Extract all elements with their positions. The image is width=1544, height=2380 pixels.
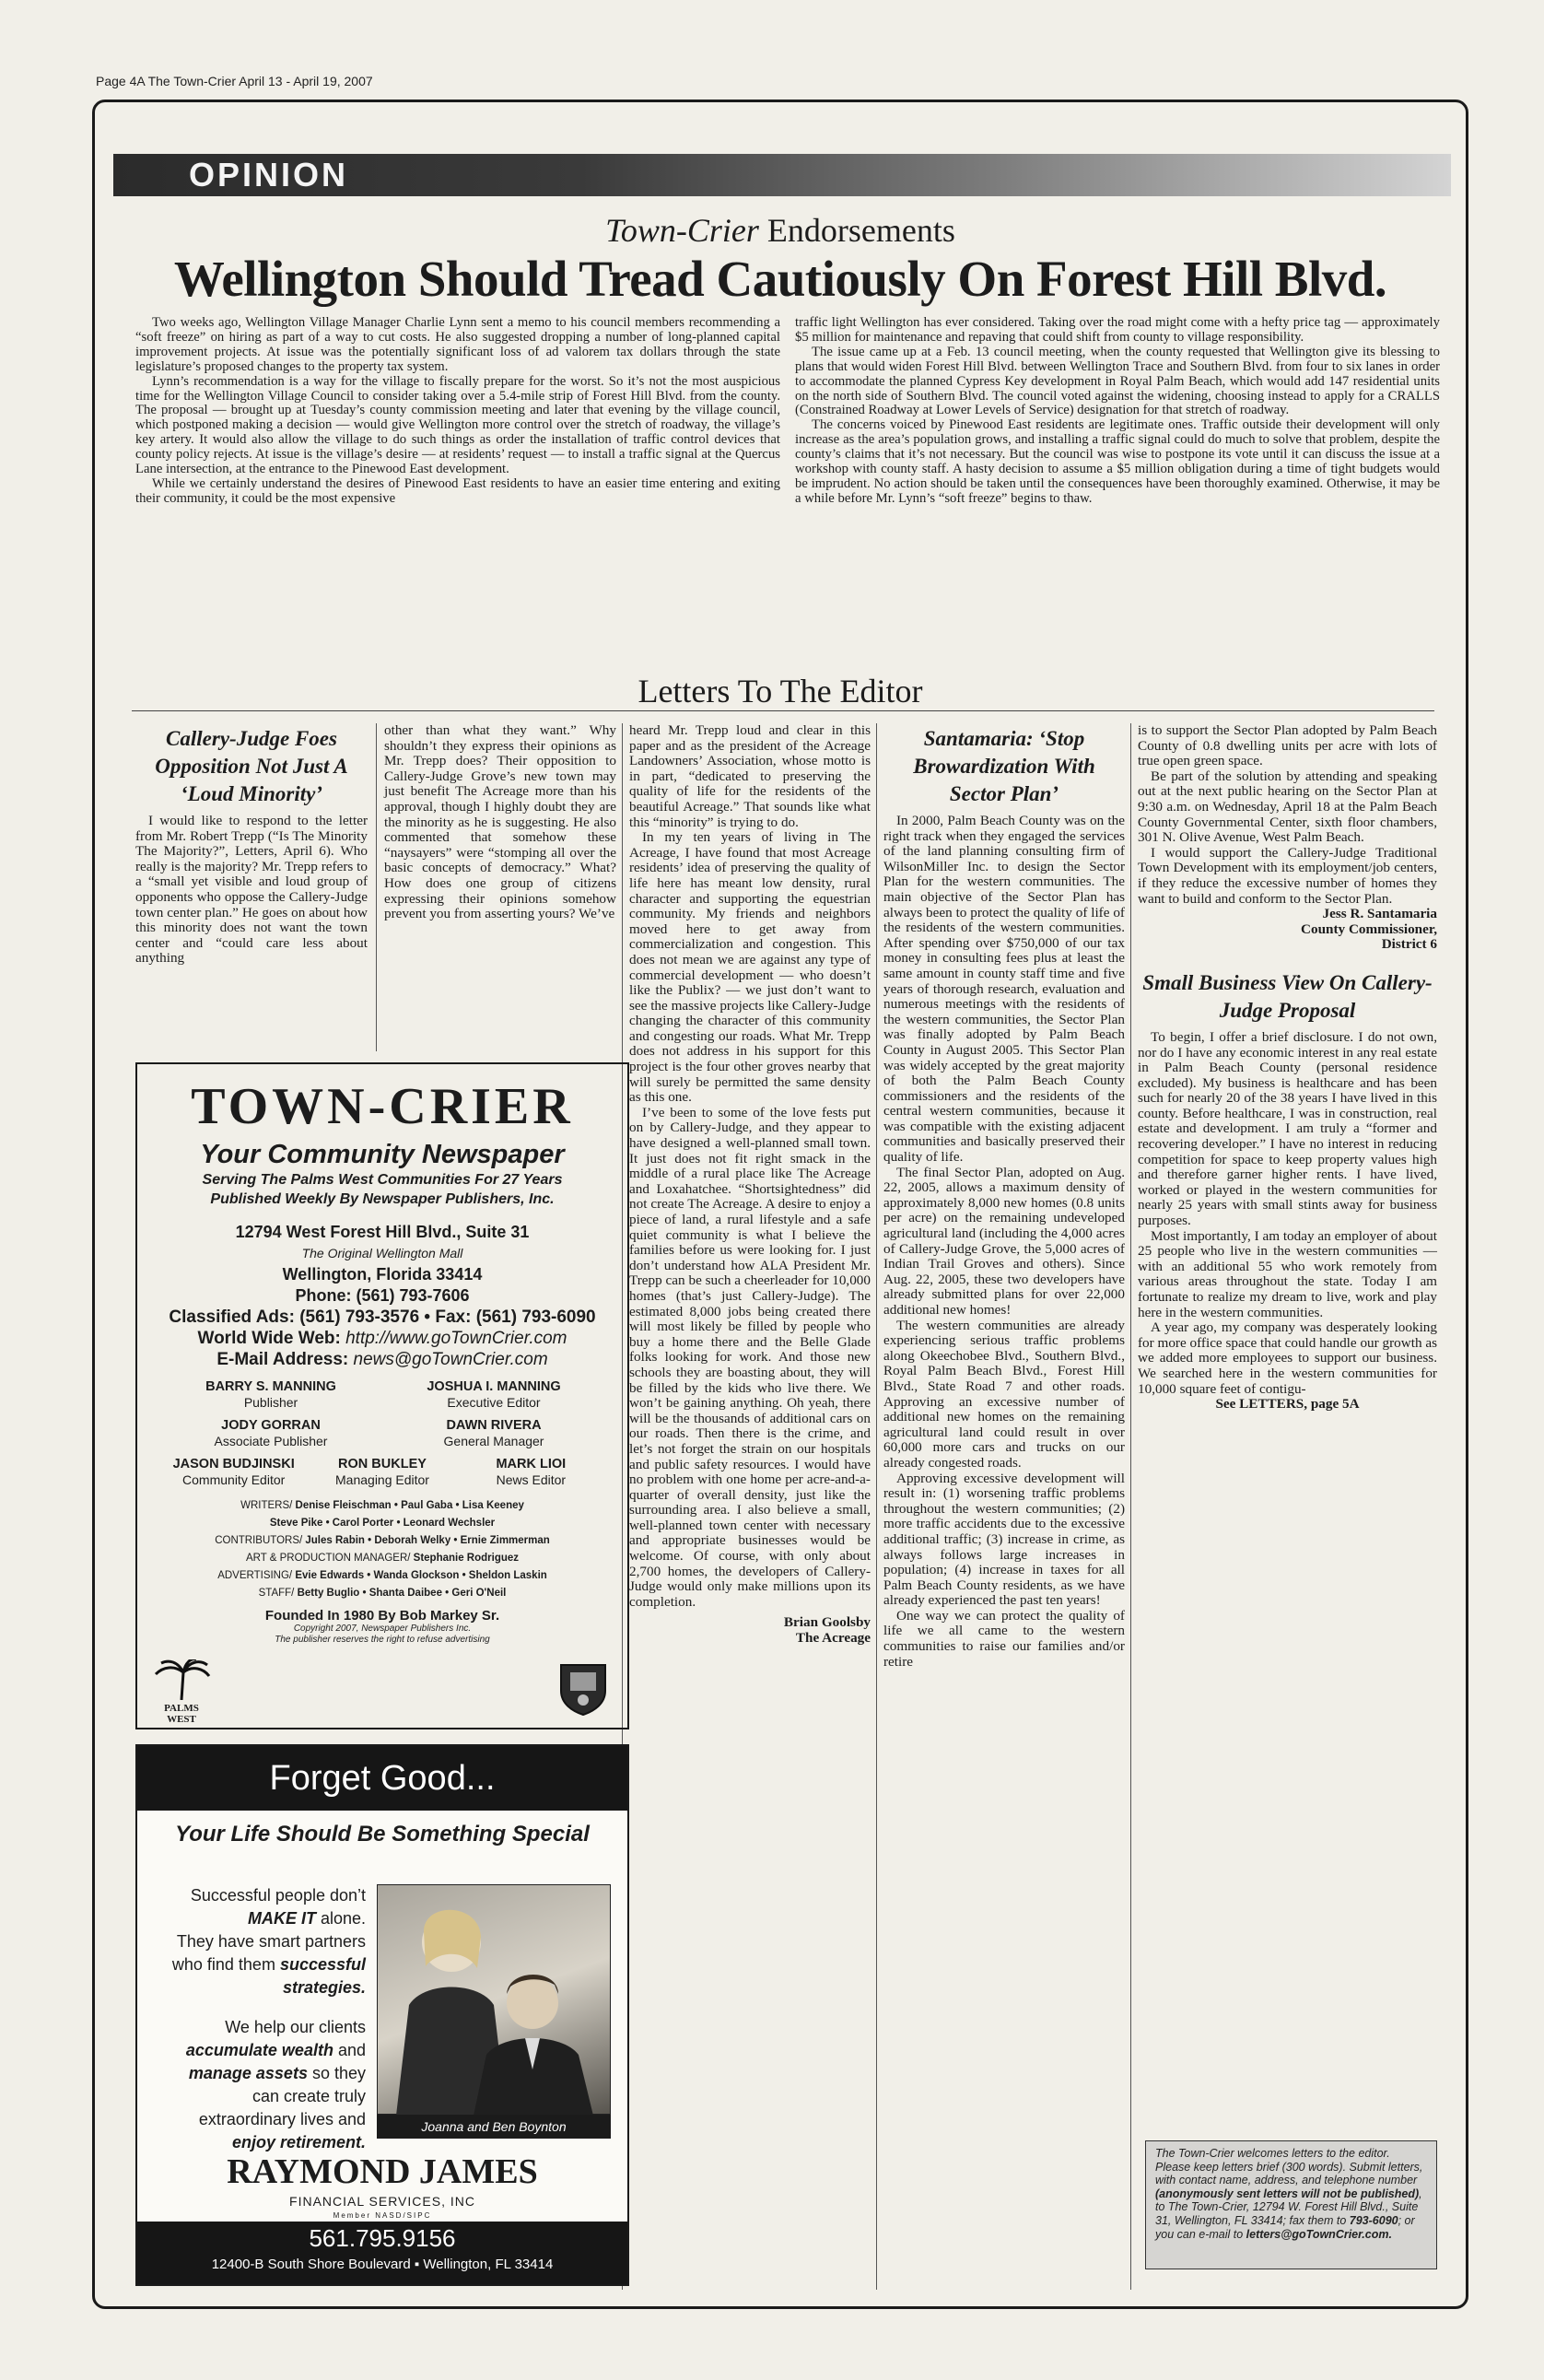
ad-copy-line — [163, 1884, 366, 1930]
copyright-line: Copyright 2007, Newspaper Publishers Inc. — [293, 1624, 472, 1634]
letter-headline: Santamaria: ‘Stop Browardization With Sector Plan’ — [913, 727, 1095, 805]
staff-entry — [457, 1457, 605, 1488]
letter-paragraph: Approving excessive development will result in: (1) worsening traffic problems throughout the western communities; (2) more traffic accidents due to the excessive additional traffic; (3) increase in crime, as always follows large increases in population; (4) increase in taxes for all Palm Beach County residents, as we have already experienced the past ten years! — [883, 1470, 1125, 1609]
policy-email: letters@goTownCrier.com. — [1246, 2227, 1392, 2241]
ad-phone: 561.795.9156 — [309, 2224, 456, 2252]
letter-paragraph: other than what they want.” Why shouldn’t they express their opinions as Mr. Trepp does? Their opposition to Callery-Judge Grove’s new town may just benefit The Acreage more than his approval, though I highly doubt they are the minority as he is suggesting. He also commented that somehow these “naysayers” were “stomping all over the basic concepts of democracy.” What? How does one group of citizens expressing their opinions somehow prevent you from asserting yours? We’ve — [384, 722, 616, 922]
editorial-paragraph: While we certainly understand the desires of Pinewood East residents to have an easier time entering and exiting their community, it could be the most expensive — [135, 475, 780, 506]
ad-copy-emphasis: enjoy retirement. — [231, 2133, 366, 2151]
editorial-paragraph: traffic light Wellington has ever considered. Taking over the road might come with a hefty price tag — approximately $5 million for maintenance and repaving that could shift from county to village responsibility. — [795, 315, 1440, 345]
editorial-kicker-paper: Town-Crier — [605, 212, 759, 249]
ad-copy-line — [163, 1930, 366, 1999]
masthead-publisher-line: Published Weekly By Newspaper Publishers, Inc. — [210, 1191, 555, 1207]
credit-line — [137, 1497, 627, 1515]
ad-photo — [377, 1884, 611, 2115]
staff-entry — [159, 1457, 308, 1488]
ad-address: 12400-B South Shore Boulevard ▪ Wellington, FL 33414 — [211, 2257, 554, 2272]
credit-line — [137, 1567, 627, 1585]
credit-names: Steve Pike • Carol Porter • Leonard Wechsler — [269, 1518, 496, 1529]
ad-copy-line — [163, 2016, 366, 2154]
email-label: E-Mail Address: — [216, 1350, 354, 1369]
masthead-email-line — [137, 1349, 627, 1370]
credit-line — [137, 1532, 627, 1550]
letter-column — [1138, 723, 1437, 1413]
letter-headline: Small Business View On Callery-Judge Proposal — [1142, 970, 1433, 1022]
web-label: World Wide Web: — [197, 1329, 346, 1348]
ad-copy-text: We help our clients — [225, 2018, 366, 2036]
letter-column — [629, 723, 871, 1647]
credit-label: STAFF/ — [258, 1588, 298, 1599]
editorial-kicker — [95, 211, 1466, 250]
letter-paragraph: One way we can protect the quality of life we all came to the western communities to raise our families and/or retire — [883, 1607, 1125, 1670]
letter-column — [135, 723, 368, 967]
letter-paragraph: I’ve been to some of the love fests put on by Callery-Judge, and they appear to have designed a well-planned small town. It just does not fit right smack in the middle of a rural place like The Acreage and Loxahatchee. “Shortsightedness” did not create The Acreage. A desire to enjoy a piece of land, a rural lifestyle and a safe quiet community is what I believe the families before us were looking for. I just don’t understand how ALA President Mr. Trepp can be such a cheerleader for 10,000 homes (that’s just Callery-Judge). The estimated 8,000 jobs being created there will most likely be filled by people who buy a home there and the Belle Glade folks looking for work. And those new schools they are boasting about, they will be filled by the kids who live there. We won’t be gaining anything. Oh yeah, there will be the thousands of additional cars on our roads. Then there is the crime, and let’s not forget the strain on our hospitals and public safety resources. I would have no problem with one home per acre-and-a-quarter of overall density, just like the surrounding area. I also believe a small, well-planned town center with necessary and appropriate businesses would be welcome. Of course, with only about 2,700 homes, the developers of Callery-Judge would only make millions upon its completion. — [629, 1104, 871, 1610]
letter-paragraph: The final Sector Plan, adopted on Aug. 22, 2005, allows a maximum density of approximately 8,000 new homes (0.8 units per acre) on the remaining undeveloped agricultural land (including the 4,000 acres of Callery-Judge Grove, the 5,000 acres of Indian Trail Groves and others). Since Aug. 22, 2005, these two developers have already submitted plans for over 22,000 additional new homes! — [883, 1164, 1125, 1318]
staff-name: JODY GORRAN — [221, 1418, 321, 1433]
ad-copy-text: They have smart partners who find them — [171, 1932, 366, 1974]
credit-line — [137, 1515, 627, 1532]
letters-header: Letters To The Editor — [637, 673, 923, 709]
staff-role: News Editor — [496, 1472, 567, 1487]
staff-role: Executive Editor — [447, 1395, 541, 1410]
seal-icon — [557, 1659, 609, 1717]
credit-names: Stephanie Rodriguez — [413, 1553, 520, 1564]
credit-names: Betty Buglio • Shanta Daibee • Geri O'Neil — [297, 1588, 507, 1599]
policy-text: ; or you can e-mail to — [1155, 2213, 1415, 2241]
letter-paragraph: To begin, I offer a brief disclosure. I do not own, nor do I have any economic interest in any real estate in Palm Beach County (personal residence excluded). My business is healthcare and has been such for nearly 20 of the 38 years I have lived in this county. Before healthcare, I was in construction, real estate and development. I am truly a “former and recovering developer.” I have no interest in reducing competition for space to keep property values high and therefore garner higher rents. I have lived, worked or played in the western communities for nearly 25 years with small stints away for business purposes. — [1138, 1028, 1437, 1229]
letter-paragraph: I would like to respond to the letter from Mr. Robert Trepp (“Is The Minority The Majority?”, Letters, April 6). Who really is the majority? Mr. Trepp refers to a “small yet visible and loud group of opponents who oppose the Callery-Judge town center plan.” He goes on about how this minority does not want the town center and “could care less about anything — [135, 813, 368, 967]
masthead-mall: The Original Wellington Mall — [301, 1246, 463, 1260]
staff-entry — [382, 1418, 605, 1449]
ad-brand-subtitle: FINANCIAL SERVICES, INC — [289, 2194, 475, 2209]
credit-names: Evie Edwards • Wanda Glockson • Sheldon Laskin — [295, 1570, 547, 1581]
staff-entry — [159, 1418, 382, 1449]
staff-name: DAWN RIVERA — [446, 1418, 542, 1433]
ad-copy-emphasis: successful strategies. — [279, 1955, 366, 1997]
letters-policy-box — [1145, 2140, 1437, 2269]
masthead-phone: Phone: (561) 793-7606 — [295, 1286, 470, 1305]
staff-role: Managing Editor — [335, 1472, 429, 1487]
ad-subhead: Your Life Should Be Something Special — [175, 1822, 590, 1847]
masthead-serving: Serving The Palms West Communities For 27 Years — [202, 1172, 563, 1188]
rights-line: The publisher reserves the right to refuse advertising — [275, 1635, 490, 1645]
credit-label: ART & PRODUCTION MANAGER/ — [245, 1553, 414, 1564]
masthead-box — [135, 1062, 629, 1729]
credit-line — [137, 1585, 627, 1602]
staff-entry — [382, 1379, 605, 1411]
credit-label: ADVERTISING/ — [217, 1570, 296, 1581]
ad-header: Forget Good... — [137, 1746, 627, 1811]
letter-paragraph: Be part of the solution by attending and speaking out at the next public hearing on the Sector Plan at 9:30 a.m. on Wednesday, April 18 at the Palm Beach County Governmental Center, sixth floor chambers, 301 N. Olive Avenue, West Palm Beach. — [1138, 768, 1437, 846]
masthead-copyright — [137, 1624, 627, 1646]
letter-paragraph: A year ago, my company was desperately looking for more office space that could handle our growth as we added more employees to support our business. We searched here in the western communities for 10,000 square feet of contigu- — [1138, 1319, 1437, 1397]
credit-line — [137, 1550, 627, 1567]
policy-fax: 793-6090 — [1349, 2213, 1398, 2227]
editorial-column-left — [135, 316, 780, 507]
masthead-classified: Classified Ads: (561) 793-3576 • Fax: (561) 793-6090 — [169, 1307, 596, 1327]
ad-copy-text: Successful people don’t — [190, 1886, 366, 1905]
email-link[interactable]: news@goTownCrier.com — [353, 1350, 548, 1369]
letter-column — [883, 723, 1125, 1670]
masthead-slogan: Your Community Newspaper — [200, 1140, 565, 1169]
staff-name: RON BUKLEY — [338, 1457, 427, 1471]
staff-role: General Manager — [443, 1434, 544, 1448]
masthead-founded: Founded In 1980 By Bob Markey Sr. — [264, 1608, 500, 1624]
credit-label: WRITERS/ — [240, 1500, 296, 1511]
staff-role: Associate Publisher — [214, 1434, 328, 1448]
section-banner — [113, 154, 1451, 196]
ad-brand: RAYMOND JAMES — [227, 2152, 538, 2191]
letter-paragraph: Most importantly, I am today an employer of about 25 people who live in the western communities — with an additional 55 who work remotely from various areas throughout the state. Today I am fortunate to realize my dream to live, work and play here in the western communities. — [1138, 1227, 1437, 1320]
letters-divider — [132, 710, 1434, 711]
continued-jump-line: See LETTERS, page 5A — [1215, 1396, 1360, 1413]
credit-names: Denise Fleischman • Paul Gaba • Lisa Keeney — [295, 1500, 524, 1511]
letter-paragraph: The western communities are already experiencing serious traffic problems along Okeechobee Blvd., Southern Blvd., Royal Palm Beach Blvd., Forest Hill Blvd., State Road 7 and other roads. Approving an excessive number of additional new homes on the remaining agricultural land could result in over 60,000 more cars and trucks on our already congested roads. — [883, 1317, 1125, 1471]
policy-text: The Town-Crier welcomes letters to the editor. Please keep letters brief (300 words). Submit letters, with contact name, address, and telephone number — [1155, 2147, 1423, 2187]
editorial-headline: Wellington Should Tread Cautiously On Forest Hill Blvd. — [173, 251, 1387, 307]
palm-tree-icon — [150, 1659, 213, 1725]
column-divider — [376, 723, 377, 1051]
editorial-paragraph: The issue came up at a Feb. 13 council meeting, when the county requested that Wellington give its blessing to plans that would widen Forest Hill Blvd. between Wellington Trace and Southern Blvd. from four to six lanes in order to accommodate the planned Cypress Key development in Royal Palm Beach, which would add 147 residential units on the north side of Southern Blvd. The council voted against the widening, choosing instead to apply for a CRALLS (Constrained Roadway at Lower Levels of Service) designation for that stretch of roadway. — [795, 344, 1440, 418]
masthead-city: Wellington, Florida 33414 — [282, 1265, 483, 1284]
palms-west-text: PALMS WEST — [164, 1703, 199, 1725]
ad-copy-emphasis: accumulate wealth — [185, 2041, 333, 2059]
running-head: Page 4A The Town-Crier April 13 - April 19, 2007 — [96, 74, 373, 88]
editorial-paragraph: The concerns voiced by Pinewood East residents are legitimate ones. Traffic outside their development will only increase as the area’s population grows, and installing a traffic signal could do much to solve that problem, despite the county’s claims that it’s not necessary. But the council was wise to postpone its vote until it can discuss the issue at a workshop with county staff. A hasty decision to assume a $5 million obligation during a time of tight budgets would be imprudent. No action should be taken until the consequences have been thoroughly examined. Otherwise, it may be a while before Mr. Lynn’s “soft freeze” begins to thaw. — [795, 417, 1440, 506]
section-title: OPINION — [189, 156, 349, 193]
advertisement — [135, 1744, 629, 2286]
ad-copy-emphasis: MAKE IT — [247, 1909, 316, 1928]
ad-photo-caption: Joanna and Ben Boynton — [377, 2115, 611, 2139]
letter-paragraph: In my ten years of living in The Acreage, I have found that most Acreage residents’ idea of preserving the quality of life here has meant low density, rural character and supporting the equestrian community. My friends and neighbors moved here to get away from commercialization and congestion. This does not mean we are against any type of commercial development — who doesn’t like the Publix? — we just don’t want to see the massive projects like Callery-Judge changing the character of this community and congesting our roads. What Mr. Trepp does not address in his support for this project is the four other groves nearby that will surely be permitted the same density as this one. — [629, 829, 871, 1106]
editorial-column-right — [795, 316, 1440, 507]
staff-role: Community Editor — [182, 1472, 286, 1487]
column-divider — [1130, 723, 1131, 2290]
editorial-kicker-rest: Endorsements — [758, 212, 955, 249]
web-link[interactable]: http://www.goTownCrier.com — [345, 1329, 567, 1348]
letter-paragraph: In 2000, Palm Beach County was on the right track when they engaged the services of the land planning consulting firm of WilsonMiller Inc. to design the Sector Plan for the western communities. The main objective of the Sector Plan has always been to protect the quality of life of the residents of the western communities. After spending over $750,000 of our tax money in consulting fees plus at least the same amount in county staff time and five years of thorough research, evaluation and numerous meetings with the residents of the western communities, the Sector Plan was finally adopted by Palm Beach County in August 2005. This Sector Plan was widely accepted by the great majority of both the Palm Beach County commissioners and the residents of the central western communities, because it was compatible with the existing adjacent communities and basically preserved their quality of life. — [883, 813, 1125, 1166]
credit-names: Jules Rabin • Deborah Welky • Ernie Zimmerman — [305, 1535, 550, 1546]
masthead-address: 12794 West Forest Hill Blvd., Suite 31 — [235, 1223, 530, 1241]
staff-entry — [159, 1379, 382, 1411]
staff-name: JOSHUA I. MANNING — [427, 1379, 561, 1394]
credit-label: CONTRIBUTORS/ — [215, 1535, 306, 1546]
staff-entry — [308, 1457, 456, 1488]
editorial-paragraph: Two weeks ago, Wellington Village Manager Charlie Lynn sent a memo to his council members recommending a “soft freeze” on hiring as part of a way to cut costs. He also suggested dropping a number of long-planned capital improvement projects. At issue was the potentially significant loss of ad valorem tax dollars through the state legislature’s proposed changes to the property tax system. — [135, 315, 780, 374]
staff-role: Publisher — [243, 1395, 298, 1410]
ad-footer — [137, 2222, 627, 2284]
policy-anonymous-note: (anonymously sent letters will not be published) — [1155, 2187, 1420, 2200]
ad-copy — [163, 1884, 366, 2154]
staff-name: MARK LIOI — [496, 1457, 567, 1471]
letter-signature-name: Brian Goolsby — [783, 1614, 871, 1631]
staff-name: JASON BUDJINSKI — [172, 1457, 295, 1471]
letter-column — [384, 723, 616, 922]
staff-name: BARRY S. MANNING — [205, 1379, 336, 1394]
editorial-paragraph: Lynn’s recommendation is a way for the village to fiscally prepare for the worst. So it’s not the most auspicious time for the Wellington Village Council to consider taking over a 5.4-mile strip of Forest Hill Blvd. from the county. The proposal — brought up at Tuesday’s county commission meeting and later that evening by the village council, which postponed making a decision — would give Wellington more control over the stretch of roadway, the village’s key artery. It would also allow the village to do such things as order the installation of traffic control devices that county policy rejects. At issue is the village’s desire — at residents’ request — to install a traffic signal at the Quercus Lane intersection, at the entrance to the Pinewood East development. — [135, 373, 780, 477]
ad-copy-text: and — [333, 2041, 366, 2059]
policy-text: , to The Town-Crier, 12794 W. Forest Hill Blvd., Suite 31, Wellington, FL 33414; fax them to — [1155, 2187, 1422, 2227]
letter-paragraph: heard Mr. Trepp loud and clear in this paper and as the president of the Acreage Landowners’ Association, whose motto is in part, “dedicated to preserving the quality of life for the residents of the beautiful Acreage.” That sounds like what this “minority” is trying to do. — [629, 722, 871, 830]
page-frame — [92, 100, 1468, 2309]
staff-grid — [159, 1379, 605, 1449]
letter-paragraph: is to support the Sector Plan adopted by Palm Beach County of 0.8 dwelling units per acre with lots of true open green space. — [1138, 722, 1437, 769]
letter-signature-place: The Acreage — [795, 1630, 871, 1647]
letter-signature-district: District 6 — [1381, 936, 1437, 953]
masthead-logo: TOWN-CRIER — [191, 1078, 574, 1135]
masthead-web-line — [137, 1328, 627, 1349]
staff-grid-row — [159, 1457, 605, 1488]
letter-paragraph: I would support the Callery-Judge Traditional Town Development with its employment/job centers, if they reduce the excessive number of homes they want to build and conform to the Sector Plan. — [1138, 844, 1437, 907]
letter-headline: Callery-Judge Foes Opposition Not Just A ‘Loud Minority’ — [155, 727, 348, 805]
ad-member-line: Member NASD/SIPC — [333, 2211, 432, 2220]
ad-copy-text: so they can create truly extraordinary lives and — [198, 2064, 366, 2128]
ad-copy-emphasis: manage assets — [188, 2064, 308, 2082]
letter-signature-title: County Commissioner, — [1301, 920, 1437, 937]
credits-block — [137, 1497, 627, 1602]
column-divider — [876, 723, 877, 2290]
ad-copy-text: alone. — [315, 1909, 366, 1928]
letter-signature-name: Jess R. Santamaria — [1322, 906, 1437, 922]
